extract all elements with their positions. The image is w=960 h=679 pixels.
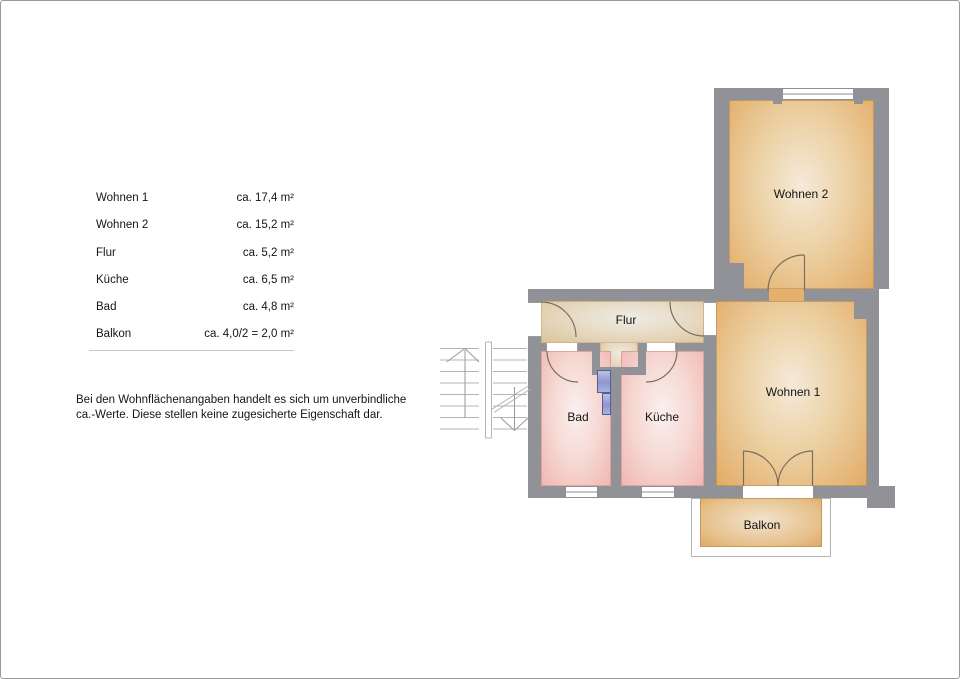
staircase [440, 342, 531, 438]
room-name: Bad [96, 301, 117, 314]
room-area: ca. 6,5 m² [242, 273, 294, 286]
wall-segment [867, 319, 879, 486]
room-area: ca. 4,0/2 = 2,0 m² [204, 328, 294, 341]
stair-cut-line [492, 386, 532, 413]
room-area: ca. 5,2 m² [242, 246, 294, 259]
door-opening [646, 343, 676, 351]
table-row [96, 328, 294, 355]
utility-shaft [597, 370, 611, 393]
table-row [96, 274, 294, 301]
room-area: ca. 4,8 m² [242, 301, 294, 314]
room-name: Balkon [96, 328, 132, 341]
room-label-balkon: Balkon [743, 518, 781, 532]
disclaimer-text [76, 393, 426, 422]
door-opening [546, 343, 578, 351]
door-opening [704, 302, 716, 336]
window-reveal [854, 100, 863, 104]
disclaimer-line-2: ca.-Werte. Diese stellen keine zugesicherte Eigenschaft dar. [76, 408, 383, 421]
wall-segment [874, 88, 889, 289]
room-name: Küche [96, 273, 129, 286]
room-label-kueche: Küche [644, 410, 680, 424]
stair-up-arrow [447, 349, 480, 419]
room-name: Flur [96, 246, 116, 259]
balcony-door-opening [743, 486, 813, 498]
wall-segment [611, 367, 621, 486]
disclaimer-line-1: Bei den Wohnflächenangaben handelt es sich um unverbindliche [76, 394, 407, 406]
table-row [96, 247, 294, 274]
wall-segment [714, 88, 729, 263]
room-label-bad: Bad [567, 410, 589, 424]
room-label-wohnen1: Wohnen 1 [765, 385, 821, 399]
table-row [96, 192, 294, 219]
table-row [96, 219, 294, 246]
table-separator-line [89, 350, 294, 351]
window [565, 486, 598, 498]
room-area: ca. 17,4 m² [236, 192, 294, 204]
stair-down-arrow [501, 387, 528, 431]
utility-shaft [602, 393, 611, 415]
window-reveal [773, 100, 782, 104]
stair-walk-lines [447, 349, 529, 431]
window [782, 88, 854, 100]
room-area: ca. 15,2 m² [236, 219, 294, 232]
wall-segment [867, 486, 895, 508]
room-name: Wohnen 2 [96, 219, 149, 232]
room-label-flur: Flur [615, 313, 637, 327]
wall-segment [578, 343, 592, 351]
door-opening [769, 289, 804, 301]
room-label-wohnen2: Wohnen 2 [773, 187, 829, 201]
area-table [96, 192, 294, 356]
wall-segment [676, 343, 704, 351]
entrance-door-opening [528, 302, 541, 337]
window [641, 486, 675, 498]
wall-segment [854, 299, 879, 319]
room-name: Wohnen 1 [96, 192, 149, 204]
table-row [96, 301, 294, 328]
